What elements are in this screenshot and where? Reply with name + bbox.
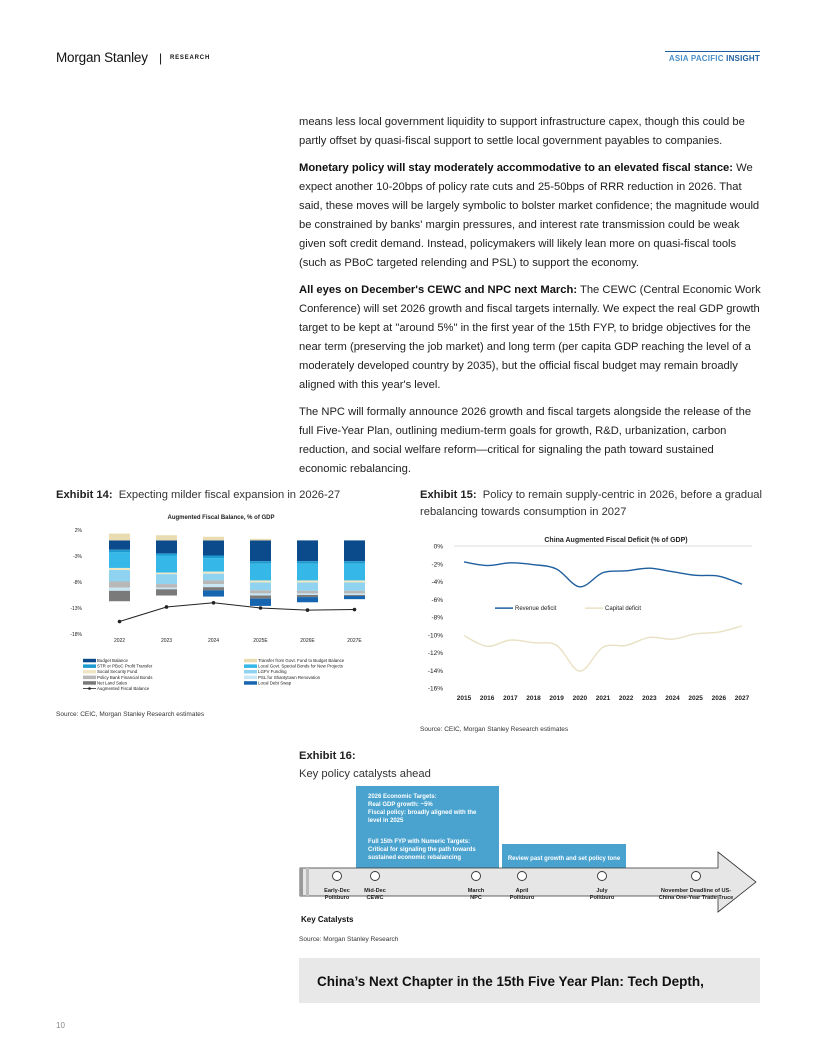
chart14-legend-swatch — [244, 664, 257, 668]
chart14-bar-segment — [203, 572, 224, 574]
chart14-title: Augmented Fiscal Balance, % of GDP — [167, 515, 275, 521]
chart14-ytick: -18% — [70, 632, 82, 638]
chart14-line — [120, 603, 355, 622]
paragraph-4: The NPC will formally announce 2026 growth and fiscal targets alongside the release of the full Five-Year Plan, outlining medium-term goals for growth, R&D, urbanization, carbon reduction, and social welfare reform—critical for signaling the path toward sustained economic rebalancing. — [299, 406, 752, 475]
chart15-xtick: 2019 — [549, 695, 564, 702]
chart14-bar-segment — [109, 570, 130, 581]
exhibit-14-source: Source: CEIC, Morgan Stanley Research estimates — [56, 711, 205, 718]
chart14-legend-label: Budget Balance — [97, 658, 129, 663]
chart14-bar-segment — [203, 574, 224, 581]
chart15-xtick: 2018 — [526, 695, 541, 702]
header-separator: | — [159, 51, 163, 65]
chart14-legend-swatch — [83, 659, 96, 663]
chart14-xtick: 2023 — [160, 638, 173, 644]
chart14-line-point — [212, 601, 216, 605]
exhibit-14-chart — [56, 508, 386, 708]
chart14-bar-segment — [109, 552, 130, 568]
chart14-legend-swatch — [244, 659, 257, 663]
chart14-bar-segment — [250, 593, 271, 595]
chart14-bar-segment — [344, 564, 365, 581]
timeline-tail-2 — [306, 868, 309, 896]
chart14-bar-segment — [156, 573, 177, 575]
chart14-legend-swatch — [244, 670, 257, 674]
chart15-series-line — [464, 562, 742, 587]
timeline-event-sublabel: China One-Year Trade Truce — [658, 895, 734, 901]
chart14-bar-segment — [156, 584, 177, 588]
exhibit-14-caption: Expecting milder fiscal expansion in 2026-27 — [118, 489, 341, 501]
chart15-ytick: -2% — [431, 561, 443, 569]
chart15-xtick: 2026 — [711, 695, 727, 702]
timeline-event-marker — [692, 872, 701, 881]
chart15-ytick: -14% — [427, 667, 443, 675]
paragraph-3-lead: All eyes on December's CEWC and NPC next March: — [299, 284, 578, 296]
chart14-legend-label: Policy Bank Financial Bonds — [97, 674, 153, 680]
chart14-bar-segment — [297, 591, 318, 594]
chart15-xtick: 2024 — [665, 695, 680, 702]
chart14-xtick: 2026E — [300, 638, 315, 644]
chart14-legend-swatch — [244, 681, 257, 685]
timeline-event-sublabel: Politburo — [324, 895, 350, 901]
exhibit-16-source: Source: Morgan Stanley Research — [299, 936, 399, 943]
region-label-a: ASIA PACIFIC — [668, 54, 724, 63]
chart14-ytick: -8% — [73, 580, 82, 586]
chart14-bar-segment — [109, 591, 130, 601]
chart14-bar-segment — [297, 597, 318, 602]
catalyst-box-1-line-5: Full 15th FYP with Numeric Targets: — [368, 839, 471, 845]
chart14-bar-segment — [156, 540, 177, 553]
paragraph-3 — [299, 281, 761, 395]
chart14-bar-segment — [156, 588, 177, 590]
chart14-bar-segment — [109, 540, 130, 549]
chart14-bar-segment — [344, 583, 365, 591]
chart14-bar-segment — [203, 590, 224, 596]
timeline-event-label: Mid-Dec — [364, 888, 386, 894]
chart15-legend-label: Capital deficit — [605, 606, 642, 613]
body-text — [299, 113, 761, 487]
chart14-bar-segment — [344, 591, 365, 594]
catalyst-box-1-line-3: Fiscal policy: broadly aligned with the — [368, 810, 477, 816]
chart15-series-line — [464, 626, 742, 671]
chart14-bar-segment — [297, 580, 318, 582]
chart15-xtick: 2016 — [479, 695, 495, 702]
chart14-xtick: 2024 — [207, 638, 220, 644]
chart14-bar-segment — [344, 595, 365, 596]
chart14-bar-segment — [250, 540, 271, 561]
catalyst-box-1-line-7: sustained economic rebalancing — [368, 855, 462, 861]
paragraph-2-body: We expect another 10-20bps of policy rate cuts and 25-50bps of RRR reduction in 2026. That said, these moves will be largely symbolic to bolster market confidence; the magnitude would be constrained by banks' margin pressures, and interest rate transmission could be weak given soft credit demand. Instead, policymakers will likely lean more on quasi-fiscal tools (such as PBoC targeted relending and PSL) to support the economy. — [299, 162, 760, 269]
exhibit-16-label-text: Exhibit 16: — [299, 750, 356, 762]
catalyst-box-1-line-1: 2026 Economic Targets: — [368, 794, 437, 800]
timeline-event-marker — [598, 872, 607, 881]
chart15-xtick: 2020 — [572, 695, 588, 702]
section-label: RESEARCH — [170, 55, 211, 61]
chart14-xtick: 2025E — [253, 638, 268, 644]
timeline-event-marker — [333, 872, 342, 881]
paragraph-3-body: The CEWC (Central Economic Work Conference) will set 2026 growth and fiscal targets internally. We expect the real GDP growth target to be kept at "around 5%" in the first year of the 15th FYP, to bridge objectives for the near term (preserving the job market) and long term (per capita GDP reaching the level of a moderately developed country by 2035), but the official fiscal budget may remain broadly aligned with this year's level. — [299, 284, 761, 391]
page-number: 10 — [56, 1021, 65, 1030]
chart14-legend-label: Augmented Fiscal Balance — [97, 686, 150, 691]
timeline-tail-1 — [300, 868, 303, 896]
chart14-legend-label: Social Security Fund — [97, 669, 138, 675]
brand-logo: Morgan Stanley — [56, 50, 148, 65]
chart15-xtick: 2021 — [595, 695, 611, 702]
timeline-event-sublabel: Politburo — [509, 895, 535, 901]
chart14-line-point — [353, 608, 357, 612]
chart14-bar-segment — [156, 535, 177, 540]
chart14-legend-label: STR or PBoC Profit Transfer — [97, 663, 153, 669]
chart15-xtick: 2015 — [456, 695, 472, 702]
chart14-bar-segment — [203, 580, 224, 584]
timeline-event-sublabel: NPC — [470, 895, 482, 901]
chart14-bar-segment — [156, 574, 177, 584]
chart14-legend-swatch — [83, 681, 96, 685]
exhibit-16-label — [299, 748, 356, 765]
chart15-xtick: 2022 — [618, 695, 634, 702]
region-label — [669, 54, 760, 63]
chart15-legend-label: Revenue deficit — [515, 606, 557, 613]
chart15-ytick: 0% — [433, 543, 443, 551]
chart14-line-point — [306, 608, 310, 612]
exhibit-15-title — [420, 487, 765, 521]
timeline-event-label: November Deadline of US- — [660, 888, 732, 894]
chart14-bar-segment — [344, 561, 365, 564]
chart14-legend-label: Local Govt. Special Bonds for New Projects — [258, 663, 343, 669]
chart14-bar-segment — [109, 534, 130, 541]
exhibit-14-title — [56, 487, 386, 504]
timeline-axis-label: Key Catalysts — [301, 915, 354, 924]
timeline-event-label: July — [596, 888, 608, 894]
paragraph-2 — [299, 159, 761, 273]
chart15-xtick: 2023 — [642, 695, 657, 702]
chart14-bar-segment — [250, 596, 271, 599]
chart14-bar-segment — [203, 537, 224, 541]
catalyst-box-1-line-4: level in 2025 — [368, 818, 404, 824]
chart14-bar-segment — [203, 555, 224, 558]
chart14-bar-segment — [250, 590, 271, 593]
chart15-ytick: -6% — [431, 596, 443, 604]
timeline-event-marker — [472, 872, 481, 881]
catalyst-box-1-line-2: Real GDP growth: ~5% — [368, 802, 433, 808]
chart14-bar-segment — [109, 550, 130, 553]
chart14-bar-segment — [109, 588, 130, 591]
chart14-bar-segment — [203, 587, 224, 590]
chart14-ytick: 2% — [74, 528, 82, 534]
chart14-legend-swatch — [83, 676, 96, 680]
chart14-bar-segment — [109, 581, 130, 587]
chart14-bar-segment — [203, 584, 224, 587]
chart14-line-point — [259, 606, 263, 610]
chart14-bar-segment — [297, 595, 318, 597]
chart14-bar-segment — [344, 593, 365, 595]
header-rule — [665, 51, 760, 52]
banner-text: China’s Next Chapter in the 15th Five Year Plan: Tech Depth, — [317, 974, 704, 989]
chart14-legend-label: Local Debt Swap — [258, 680, 292, 686]
chart15-ytick: -12% — [427, 650, 443, 657]
chart14-legend-label: PSL for Shantytown Renovation — [258, 674, 321, 680]
exhibit-16-title: Key policy catalysts ahead — [299, 768, 431, 780]
paragraph-1: means less local government liquidity to support infrastructure capex, though this could be partly offset by quasi-fiscal support to settle local government payables to companies. — [299, 116, 745, 147]
timeline-event-label: Early-Dec — [324, 888, 350, 894]
chart14-bar-segment — [156, 589, 177, 595]
chart14-legend-swatch — [244, 676, 257, 680]
catalyst-box-1-line-6: Critical for signaling the path towards — [368, 847, 476, 853]
timeline-event-label: March — [467, 888, 485, 894]
chart14-legend-label: LGFV Funding — [258, 669, 287, 675]
chart14-ytick: -13% — [70, 606, 82, 612]
chart15-xtick: 2027 — [734, 695, 750, 702]
exhibit-15-caption: Policy to remain supply-centric in 2026, before a gradual rebalancing towards consumption in 2027 — [420, 489, 763, 518]
exhibit-14-label: Exhibit 14: — [56, 489, 113, 501]
chart15-ytick: -10% — [427, 632, 443, 640]
chart14-bar-segment — [297, 561, 318, 564]
exhibit-15-label: Exhibit 15: — [420, 489, 477, 501]
chart14-bar-segment — [250, 561, 271, 564]
chart14-ytick: -3% — [73, 554, 82, 560]
chart14-bar-segment — [297, 564, 318, 581]
chart15-ytick: -16% — [427, 685, 443, 693]
chart14-bar-segment — [203, 558, 224, 572]
region-label-b: INSIGHT — [726, 54, 760, 63]
chart14-bar-segment — [156, 555, 177, 572]
chart14-bar-segment — [344, 580, 365, 582]
chart14-legend-label: Transfer from Govt. Fund to Budget Balance — [258, 658, 345, 663]
chart14-bar-segment — [344, 596, 365, 599]
chart14-xtick: 2027E — [347, 638, 362, 644]
chart14-bar-segment — [203, 540, 224, 555]
chart14-bar-segment — [344, 540, 365, 561]
timeline-event-label: April — [515, 888, 529, 894]
chart14-legend-swatch — [83, 670, 96, 674]
chart14-bar-segment — [250, 564, 271, 581]
chart14-bar-segment — [250, 539, 271, 541]
chart14-bar-segment — [109, 568, 130, 570]
exhibit-15-chart — [420, 528, 765, 708]
chart14-bar-segment — [156, 553, 177, 555]
chart15-title: China Augmented Fiscal Deficit (% of GDP) — [544, 537, 688, 544]
chart14-legend-label: Net Land Sales — [97, 680, 128, 686]
chart14-legend-swatch — [83, 664, 96, 668]
chart14-legend-marker — [88, 687, 91, 690]
timeline-event-marker — [371, 872, 380, 881]
chart15-ytick: -4% — [431, 579, 443, 586]
chart15-xtick: 2017 — [503, 695, 518, 702]
timeline-event-sublabel: Politburo — [589, 895, 615, 901]
chart14-bar-segment — [297, 593, 318, 595]
chart14-line-point — [165, 605, 169, 609]
chart14-line-point — [118, 620, 122, 624]
chart14-bar-segment — [297, 540, 318, 561]
chart14-bar-segment — [250, 580, 271, 582]
chart14-bar-segment — [250, 583, 271, 591]
catalyst-box-2-text: Review past growth and set policy tone — [507, 856, 621, 862]
paragraph-2-lead: Monetary policy will stay moderately accommodative to an elevated fiscal stance: — [299, 162, 733, 174]
chart15-xtick: 2025 — [688, 695, 703, 702]
timeline-event-marker — [518, 872, 527, 881]
timeline-event-sublabel: CEWC — [366, 895, 384, 901]
chart14-bar-segment — [297, 583, 318, 591]
next-chapter-banner[interactable] — [299, 958, 760, 1003]
exhibit-16-timeline — [296, 786, 766, 936]
exhibit-15-source: Source: CEIC, Morgan Stanley Research estimates — [420, 726, 569, 733]
chart14-bar-segment — [250, 599, 271, 606]
chart14-xtick: 2022 — [113, 638, 126, 644]
chart15-ytick: -8% — [431, 614, 443, 622]
